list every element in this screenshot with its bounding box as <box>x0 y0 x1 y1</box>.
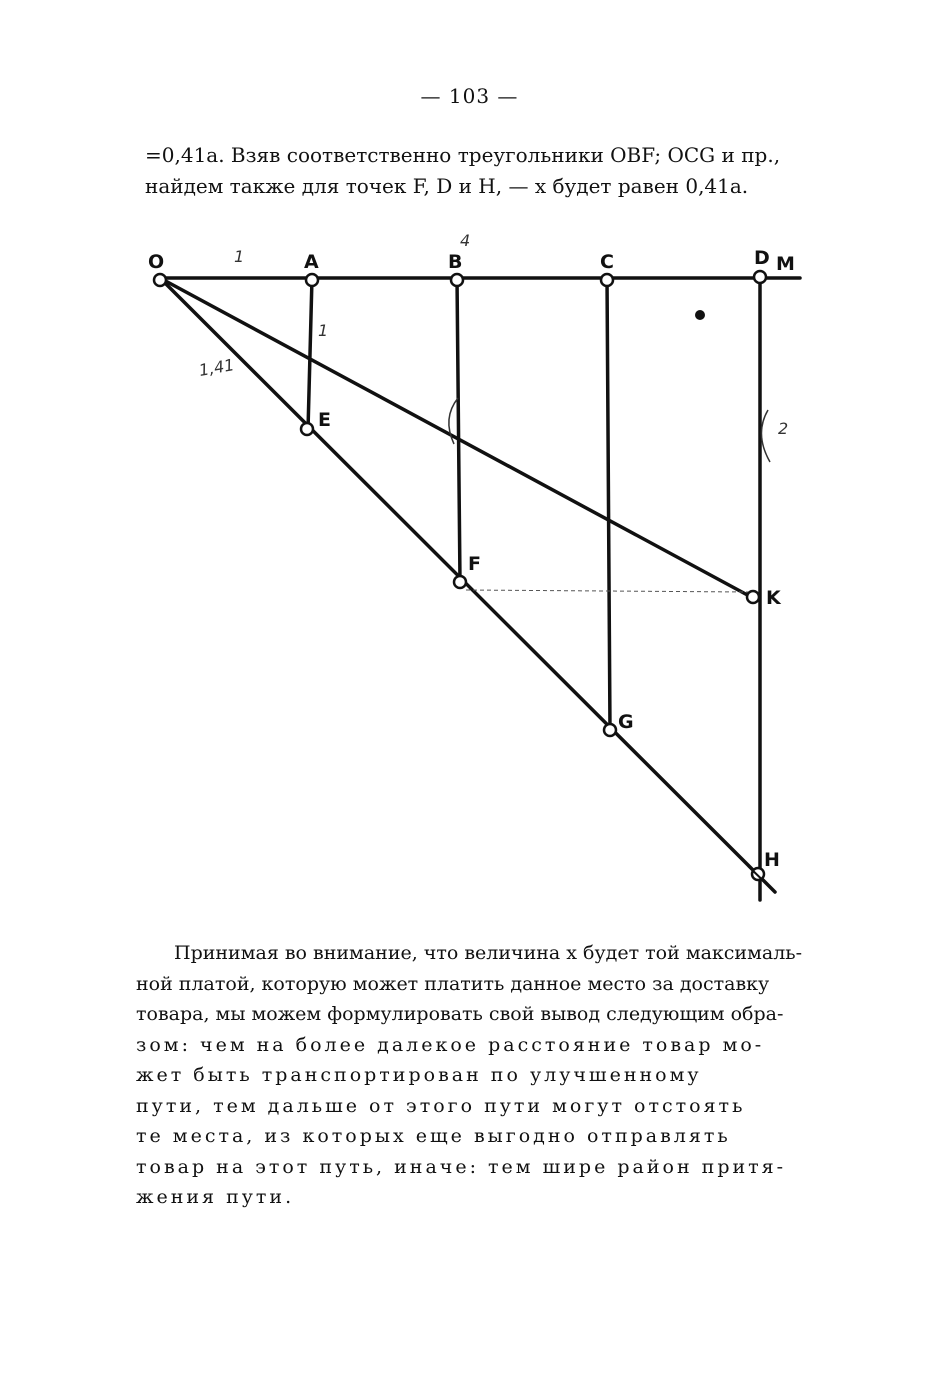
label-f: F <box>468 553 481 575</box>
point-c <box>601 274 613 286</box>
line-bf <box>457 278 460 582</box>
line-fk-dashed <box>466 590 748 592</box>
body-line-1: Принимая во внимание, что величина x будет той максималь- <box>174 942 803 964</box>
label-o: O <box>148 251 165 273</box>
label-d: D <box>754 247 770 269</box>
body-line-8: товар на этот путь, иначе: тем шире район притя- <box>136 1155 787 1178</box>
intro-paragraph <box>145 140 810 202</box>
point-f <box>454 576 466 588</box>
point-a <box>306 274 318 286</box>
label-c: C <box>600 251 614 273</box>
line-cg <box>607 278 610 730</box>
note-dk-length: 2 <box>778 419 789 438</box>
label-k: K <box>766 587 781 609</box>
line-oh <box>160 278 775 892</box>
label-m: M <box>776 253 795 275</box>
line-ae <box>308 278 312 430</box>
body-line-2: ной платой, которую может платить данное место за доставку <box>136 972 770 995</box>
intro-line-2: найдем также для точек F, D и H, — x будет равен 0,41a. <box>145 174 749 198</box>
point-g <box>604 724 616 736</box>
diagram-svg <box>120 230 820 920</box>
intro-line-1: =0,41a. Взяв соответственно треугольники OBF; OCG и пр., <box>145 143 781 167</box>
point-d <box>754 271 766 283</box>
point-o <box>154 274 166 286</box>
page-number: — 103 — <box>420 84 519 108</box>
label-b: B <box>448 251 463 273</box>
label-e: E <box>318 409 331 431</box>
note-ae-length: 1 <box>318 321 329 340</box>
point-b <box>451 274 463 286</box>
body-line-7: те места, из которых еще выгодно отправлять <box>136 1125 731 1147</box>
body-line-6: пути, тем дальше от этого пути могут отстоять <box>136 1094 746 1117</box>
ink-dot <box>695 310 705 320</box>
body-line-4: зом: чем на более далекое расстояние товар мо- <box>136 1033 765 1056</box>
point-k <box>747 591 759 603</box>
point-h <box>752 868 764 880</box>
body-line-9: жения пути. <box>136 1186 295 1208</box>
label-a: A <box>304 251 319 273</box>
label-h: H <box>764 849 780 871</box>
point-e <box>301 423 313 435</box>
conclusion-paragraph <box>136 938 808 1213</box>
geometric-diagram <box>120 230 820 920</box>
note-oa-length: 1 <box>234 247 245 266</box>
note-oe-length: 1,41 <box>197 355 236 380</box>
body-line-3: товара, мы можем формулировать свой вывод следующим обра- <box>136 1003 784 1025</box>
note-bt-mark: 4 <box>460 231 471 250</box>
brace-dk <box>761 410 770 462</box>
body-line-5: жет быть транспортирован по улучшенному <box>136 1064 702 1086</box>
label-g: G <box>618 711 634 733</box>
